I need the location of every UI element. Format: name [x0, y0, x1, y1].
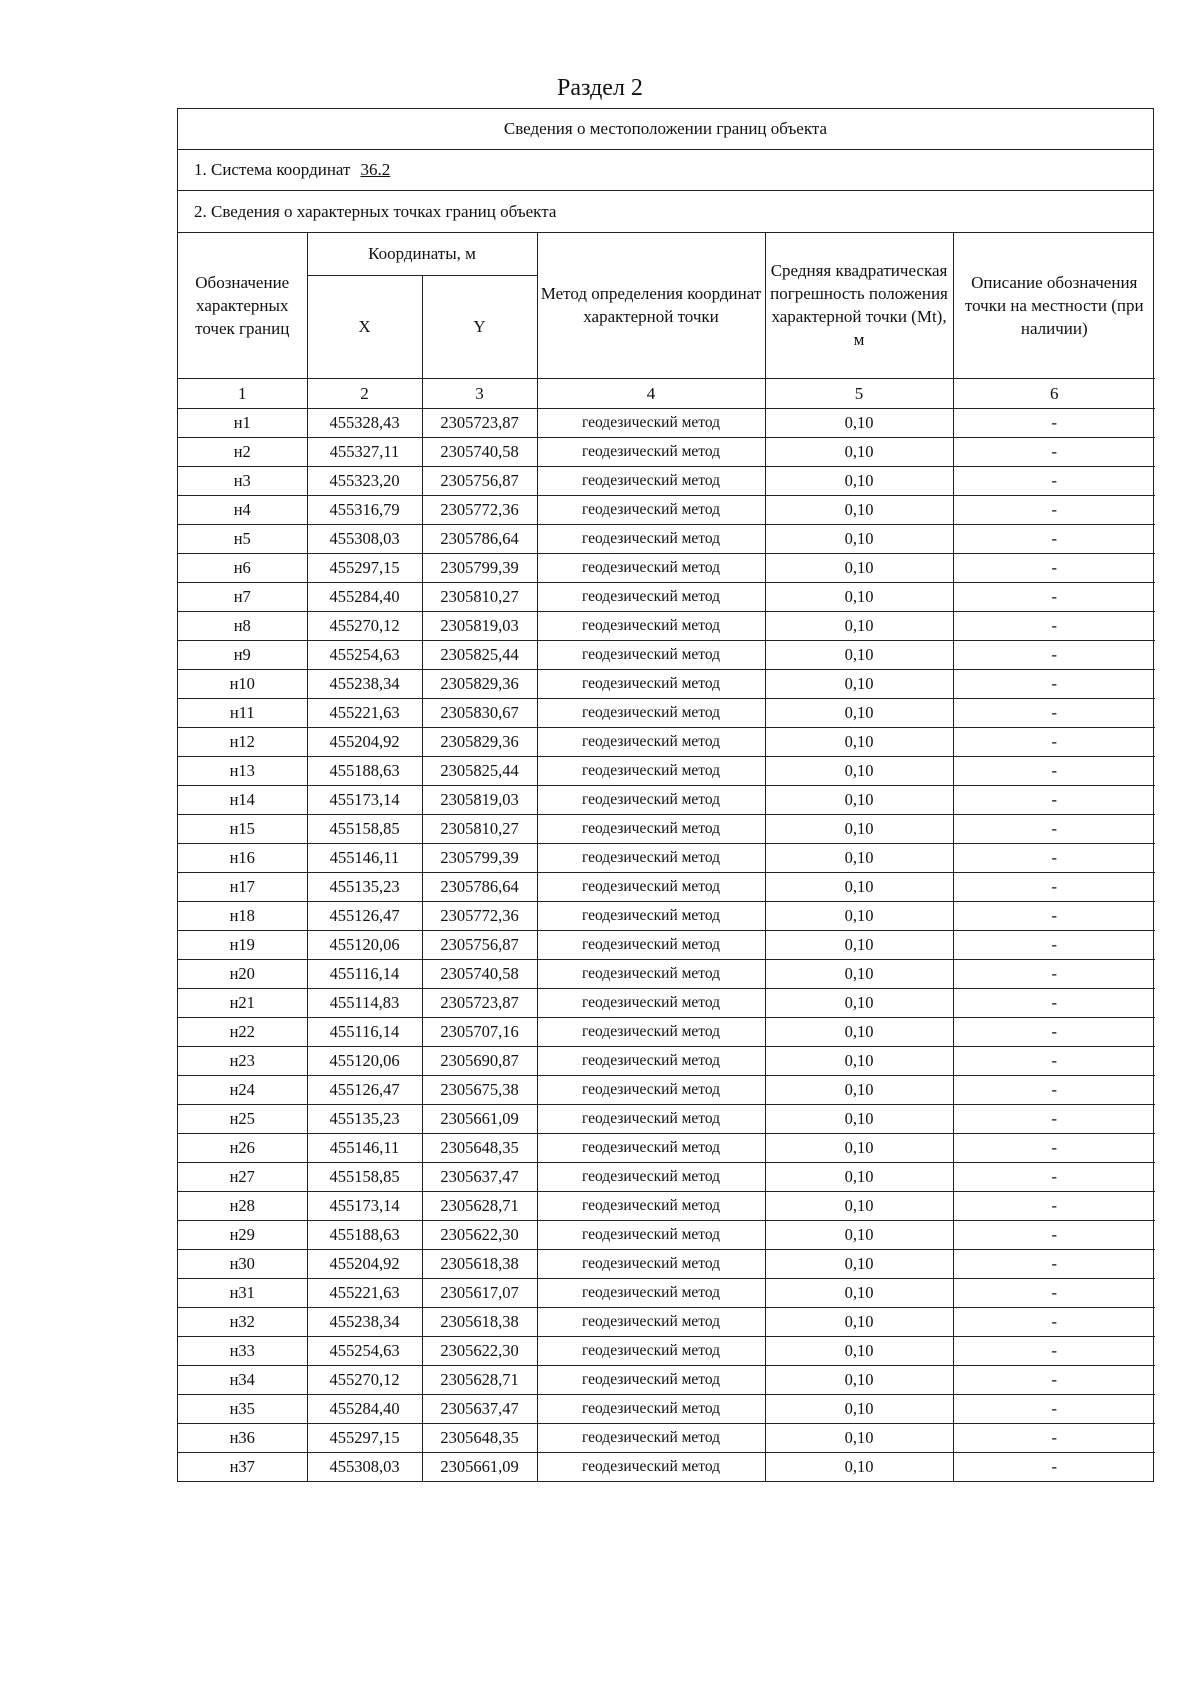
coord-x: 455327,11 — [307, 437, 422, 466]
column-number: 4 — [537, 378, 765, 408]
coord-y: 2305622,30 — [422, 1220, 537, 1249]
coord-x: 455204,92 — [307, 727, 422, 756]
description: - — [953, 872, 1155, 901]
point-designation: н14 — [178, 785, 307, 814]
point-designation: н2 — [178, 437, 307, 466]
error-mt: 0,10 — [765, 1452, 953, 1481]
method: геодезический метод — [537, 669, 765, 698]
column-number: 6 — [953, 378, 1155, 408]
coord-y: 2305648,35 — [422, 1423, 537, 1452]
point-designation: н9 — [178, 640, 307, 669]
table-row — [178, 959, 1155, 988]
coord-y: 2305618,38 — [422, 1307, 537, 1336]
coord-y: 2305825,44 — [422, 756, 537, 785]
error-mt: 0,10 — [765, 582, 953, 611]
method: геодезический метод — [537, 1423, 765, 1452]
coord-y: 2305661,09 — [422, 1452, 537, 1481]
method: геодезический метод — [537, 408, 765, 437]
coord-x: 455146,11 — [307, 843, 422, 872]
point-designation: н17 — [178, 872, 307, 901]
table-row — [178, 1394, 1155, 1423]
description: - — [953, 553, 1155, 582]
table-row — [178, 1220, 1155, 1249]
point-designation: н24 — [178, 1075, 307, 1104]
coord-x: 455323,20 — [307, 466, 422, 495]
coord-y: 2305756,87 — [422, 930, 537, 959]
table-row — [178, 1075, 1155, 1104]
error-mt: 0,10 — [765, 1162, 953, 1191]
description: - — [953, 1249, 1155, 1278]
error-mt: 0,10 — [765, 669, 953, 698]
error-mt: 0,10 — [765, 524, 953, 553]
description: - — [953, 785, 1155, 814]
error-mt: 0,10 — [765, 901, 953, 930]
table-row — [178, 640, 1155, 669]
coord-y: 2305829,36 — [422, 727, 537, 756]
table-row — [178, 1307, 1155, 1336]
error-mt: 0,10 — [765, 466, 953, 495]
coord-y: 2305810,27 — [422, 814, 537, 843]
coord-x: 455116,14 — [307, 959, 422, 988]
coord-x: 455204,92 — [307, 1249, 422, 1278]
coord-x: 455297,15 — [307, 553, 422, 582]
method: геодезический метод — [537, 872, 765, 901]
section-title: Раздел 2 — [557, 75, 643, 101]
header-description: Описание обозначения точки на местности (при наличии) — [953, 233, 1155, 378]
point-designation: н25 — [178, 1104, 307, 1133]
coord-x: 455114,83 — [307, 988, 422, 1017]
description: - — [953, 1046, 1155, 1075]
point-designation: н36 — [178, 1423, 307, 1452]
error-mt: 0,10 — [765, 1336, 953, 1365]
table-row — [178, 1046, 1155, 1075]
table-row — [178, 1162, 1155, 1191]
coord-x: 455173,14 — [307, 785, 422, 814]
description: - — [953, 843, 1155, 872]
points-table — [178, 233, 1155, 1481]
description: - — [953, 1104, 1155, 1133]
method: геодезический метод — [537, 495, 765, 524]
method: геодезический метод — [537, 640, 765, 669]
point-designation: н35 — [178, 1394, 307, 1423]
point-designation: н22 — [178, 1017, 307, 1046]
description: - — [953, 930, 1155, 959]
description: - — [953, 1017, 1155, 1046]
point-designation: н6 — [178, 553, 307, 582]
points-heading: 2. Сведения о характерных точках границ объекта — [178, 191, 1153, 233]
method: геодезический метод — [537, 959, 765, 988]
error-mt: 0,10 — [765, 640, 953, 669]
coord-x: 455135,23 — [307, 1104, 422, 1133]
table-row — [178, 582, 1155, 611]
method: геодезический метод — [537, 1307, 765, 1336]
description: - — [953, 611, 1155, 640]
table-row — [178, 408, 1155, 437]
table-row — [178, 1423, 1155, 1452]
method: геодезический метод — [537, 1162, 765, 1191]
point-designation: н32 — [178, 1307, 307, 1336]
method: геодезический метод — [537, 785, 765, 814]
header-method: Метод определения координат характерной точки — [537, 233, 765, 378]
error-mt: 0,10 — [765, 1075, 953, 1104]
method: геодезический метод — [537, 1365, 765, 1394]
description: - — [953, 582, 1155, 611]
method: геодезический метод — [537, 843, 765, 872]
coord-x: 455135,23 — [307, 872, 422, 901]
error-mt: 0,10 — [765, 1104, 953, 1133]
method: геодезический метод — [537, 1336, 765, 1365]
description: - — [953, 1307, 1155, 1336]
description: - — [953, 988, 1155, 1017]
error-mt: 0,10 — [765, 1220, 953, 1249]
coord-x: 455126,47 — [307, 901, 422, 930]
method: геодезический метод — [537, 901, 765, 930]
point-designation: н20 — [178, 959, 307, 988]
coord-y: 2305723,87 — [422, 988, 537, 1017]
error-mt: 0,10 — [765, 930, 953, 959]
coord-y: 2305799,39 — [422, 843, 537, 872]
error-mt: 0,10 — [765, 437, 953, 466]
coordinate-system-value: 36.2 — [360, 160, 391, 179]
point-designation: н15 — [178, 814, 307, 843]
coord-y: 2305740,58 — [422, 959, 537, 988]
error-mt: 0,10 — [765, 814, 953, 843]
table-row — [178, 1017, 1155, 1046]
table-row — [178, 1365, 1155, 1394]
method: геодезический метод — [537, 437, 765, 466]
method: геодезический метод — [537, 814, 765, 843]
coord-x: 455221,63 — [307, 698, 422, 727]
description: - — [953, 901, 1155, 930]
coord-x: 455158,85 — [307, 814, 422, 843]
error-mt: 0,10 — [765, 1191, 953, 1220]
table-row — [178, 698, 1155, 727]
point-designation: н37 — [178, 1452, 307, 1481]
description: - — [953, 1162, 1155, 1191]
point-designation: н23 — [178, 1046, 307, 1075]
error-mt: 0,10 — [765, 872, 953, 901]
description: - — [953, 408, 1155, 437]
error-mt: 0,10 — [765, 1046, 953, 1075]
header-designation: Обозначение характерных точек границ — [178, 233, 307, 378]
coord-y: 2305648,35 — [422, 1133, 537, 1162]
header-y: Y — [422, 275, 537, 378]
coord-y: 2305622,30 — [422, 1336, 537, 1365]
error-mt: 0,10 — [765, 988, 953, 1017]
description: - — [953, 727, 1155, 756]
method: геодезический метод — [537, 1452, 765, 1481]
description: - — [953, 1452, 1155, 1481]
table-row — [178, 1133, 1155, 1162]
description: - — [953, 1278, 1155, 1307]
coord-x: 455254,63 — [307, 640, 422, 669]
error-mt: 0,10 — [765, 611, 953, 640]
coord-y: 2305772,36 — [422, 495, 537, 524]
description: - — [953, 756, 1155, 785]
coord-y: 2305819,03 — [422, 611, 537, 640]
method: геодезический метод — [537, 466, 765, 495]
point-designation: н33 — [178, 1336, 307, 1365]
point-designation: н1 — [178, 408, 307, 437]
coord-x: 455116,14 — [307, 1017, 422, 1046]
description: - — [953, 1394, 1155, 1423]
coord-y: 2305819,03 — [422, 785, 537, 814]
method: геодезический метод — [537, 727, 765, 756]
description: - — [953, 1133, 1155, 1162]
method: геодезический метод — [537, 1133, 765, 1162]
coord-y: 2305637,47 — [422, 1162, 537, 1191]
method: геодезический метод — [537, 930, 765, 959]
description: - — [953, 959, 1155, 988]
header-coordinates: Координаты, м — [307, 233, 537, 275]
error-mt: 0,10 — [765, 785, 953, 814]
column-number: 3 — [422, 378, 537, 408]
point-designation: н13 — [178, 756, 307, 785]
column-number: 2 — [307, 378, 422, 408]
table-row — [178, 814, 1155, 843]
coord-y: 2305830,67 — [422, 698, 537, 727]
coord-y: 2305628,71 — [422, 1365, 537, 1394]
error-mt: 0,10 — [765, 727, 953, 756]
boundary-info-sheet — [177, 108, 1154, 1482]
header-error: Средняя квадратическая погрешность положения характерной точки (Mt), м — [765, 233, 953, 378]
coord-x: 455270,12 — [307, 1365, 422, 1394]
coord-y: 2305617,07 — [422, 1278, 537, 1307]
coord-x: 455126,47 — [307, 1075, 422, 1104]
table-row — [178, 901, 1155, 930]
table-row — [178, 1452, 1155, 1481]
table-row — [178, 988, 1155, 1017]
coord-y: 2305628,71 — [422, 1191, 537, 1220]
point-designation: н19 — [178, 930, 307, 959]
description: - — [953, 1365, 1155, 1394]
method: геодезический метод — [537, 1394, 765, 1423]
point-designation: н5 — [178, 524, 307, 553]
table-row — [178, 437, 1155, 466]
coord-x: 455120,06 — [307, 1046, 422, 1075]
column-number: 5 — [765, 378, 953, 408]
coord-y: 2305637,47 — [422, 1394, 537, 1423]
coord-x: 455297,15 — [307, 1423, 422, 1452]
coord-y: 2305825,44 — [422, 640, 537, 669]
coord-x: 455188,63 — [307, 1220, 422, 1249]
point-designation: н31 — [178, 1278, 307, 1307]
method: геодезический метод — [537, 1191, 765, 1220]
error-mt: 0,10 — [765, 756, 953, 785]
coord-x: 455238,34 — [307, 1307, 422, 1336]
point-designation: н29 — [178, 1220, 307, 1249]
coord-x: 455284,40 — [307, 582, 422, 611]
coord-y: 2305799,39 — [422, 553, 537, 582]
error-mt: 0,10 — [765, 959, 953, 988]
error-mt: 0,10 — [765, 495, 953, 524]
error-mt: 0,10 — [765, 1307, 953, 1336]
error-mt: 0,10 — [765, 698, 953, 727]
error-mt: 0,10 — [765, 1365, 953, 1394]
point-designation: н27 — [178, 1162, 307, 1191]
coord-y: 2305661,09 — [422, 1104, 537, 1133]
coord-y: 2305707,16 — [422, 1017, 537, 1046]
point-designation: н11 — [178, 698, 307, 727]
coord-x: 455238,34 — [307, 669, 422, 698]
method: геодезический метод — [537, 1104, 765, 1133]
description: - — [953, 495, 1155, 524]
description: - — [953, 1191, 1155, 1220]
table-row — [178, 727, 1155, 756]
description: - — [953, 1423, 1155, 1452]
point-designation: н4 — [178, 495, 307, 524]
column-numbers-row — [178, 378, 1155, 408]
method: геодезический метод — [537, 698, 765, 727]
coord-y: 2305786,64 — [422, 524, 537, 553]
error-mt: 0,10 — [765, 1423, 953, 1452]
description: - — [953, 466, 1155, 495]
coord-y: 2305829,36 — [422, 669, 537, 698]
coordinate-system-line — [178, 150, 1153, 191]
coord-x: 455173,14 — [307, 1191, 422, 1220]
table-row — [178, 524, 1155, 553]
table-row — [178, 466, 1155, 495]
header-x: X — [307, 275, 422, 378]
table-row — [178, 611, 1155, 640]
coordinate-system-label: 1. Система координат — [194, 160, 351, 179]
coord-y: 2305723,87 — [422, 408, 537, 437]
coord-x: 455221,63 — [307, 1278, 422, 1307]
method: геодезический метод — [537, 988, 765, 1017]
table-row — [178, 756, 1155, 785]
point-designation: н21 — [178, 988, 307, 1017]
method: геодезический метод — [537, 611, 765, 640]
point-designation: н28 — [178, 1191, 307, 1220]
error-mt: 0,10 — [765, 1133, 953, 1162]
method: геодезический метод — [537, 553, 765, 582]
table-row — [178, 1336, 1155, 1365]
coord-x: 455308,03 — [307, 524, 422, 553]
coord-x: 455328,43 — [307, 408, 422, 437]
coord-x: 455158,85 — [307, 1162, 422, 1191]
error-mt: 0,10 — [765, 1249, 953, 1278]
point-designation: н18 — [178, 901, 307, 930]
coord-y: 2305810,27 — [422, 582, 537, 611]
description: - — [953, 698, 1155, 727]
coord-x: 455120,06 — [307, 930, 422, 959]
method: геодезический метод — [537, 1046, 765, 1075]
description: - — [953, 524, 1155, 553]
coord-y: 2305618,38 — [422, 1249, 537, 1278]
method: геодезический метод — [537, 756, 765, 785]
description: - — [953, 814, 1155, 843]
coord-x: 455254,63 — [307, 1336, 422, 1365]
description: - — [953, 1220, 1155, 1249]
table-row — [178, 553, 1155, 582]
description: - — [953, 437, 1155, 466]
coord-x: 455308,03 — [307, 1452, 422, 1481]
method: геодезический метод — [537, 1017, 765, 1046]
error-mt: 0,10 — [765, 553, 953, 582]
coord-x: 455316,79 — [307, 495, 422, 524]
point-designation: н30 — [178, 1249, 307, 1278]
method: геодезический метод — [537, 1075, 765, 1104]
description: - — [953, 640, 1155, 669]
method: геодезический метод — [537, 1220, 765, 1249]
error-mt: 0,10 — [765, 1278, 953, 1307]
table-row — [178, 872, 1155, 901]
method: геодезический метод — [537, 1278, 765, 1307]
method: геодезический метод — [537, 524, 765, 553]
point-designation: н34 — [178, 1365, 307, 1394]
error-mt: 0,10 — [765, 1017, 953, 1046]
table-row — [178, 785, 1155, 814]
description: - — [953, 1336, 1155, 1365]
description: - — [953, 1075, 1155, 1104]
point-designation: н12 — [178, 727, 307, 756]
error-mt: 0,10 — [765, 843, 953, 872]
table-row — [178, 669, 1155, 698]
description: - — [953, 669, 1155, 698]
point-designation: н8 — [178, 611, 307, 640]
table-row — [178, 1104, 1155, 1133]
coord-y: 2305675,38 — [422, 1075, 537, 1104]
sheet-heading: Сведения о местоположении границ объекта — [178, 109, 1153, 150]
point-designation: н7 — [178, 582, 307, 611]
table-row — [178, 1278, 1155, 1307]
column-number: 1 — [178, 378, 307, 408]
table-row — [178, 1191, 1155, 1220]
coord-y: 2305756,87 — [422, 466, 537, 495]
coord-y: 2305786,64 — [422, 872, 537, 901]
coord-x: 455188,63 — [307, 756, 422, 785]
method: геодезический метод — [537, 582, 765, 611]
table-row — [178, 930, 1155, 959]
coord-x: 455270,12 — [307, 611, 422, 640]
coord-x: 455284,40 — [307, 1394, 422, 1423]
table-row — [178, 495, 1155, 524]
point-designation: н26 — [178, 1133, 307, 1162]
coord-y: 2305772,36 — [422, 901, 537, 930]
point-designation: н16 — [178, 843, 307, 872]
coord-y: 2305690,87 — [422, 1046, 537, 1075]
coord-y: 2305740,58 — [422, 437, 537, 466]
table-row — [178, 843, 1155, 872]
coord-x: 455146,11 — [307, 1133, 422, 1162]
method: геодезический метод — [537, 1249, 765, 1278]
table-row — [178, 1249, 1155, 1278]
point-designation: н10 — [178, 669, 307, 698]
point-designation: н3 — [178, 466, 307, 495]
error-mt: 0,10 — [765, 408, 953, 437]
error-mt: 0,10 — [765, 1394, 953, 1423]
